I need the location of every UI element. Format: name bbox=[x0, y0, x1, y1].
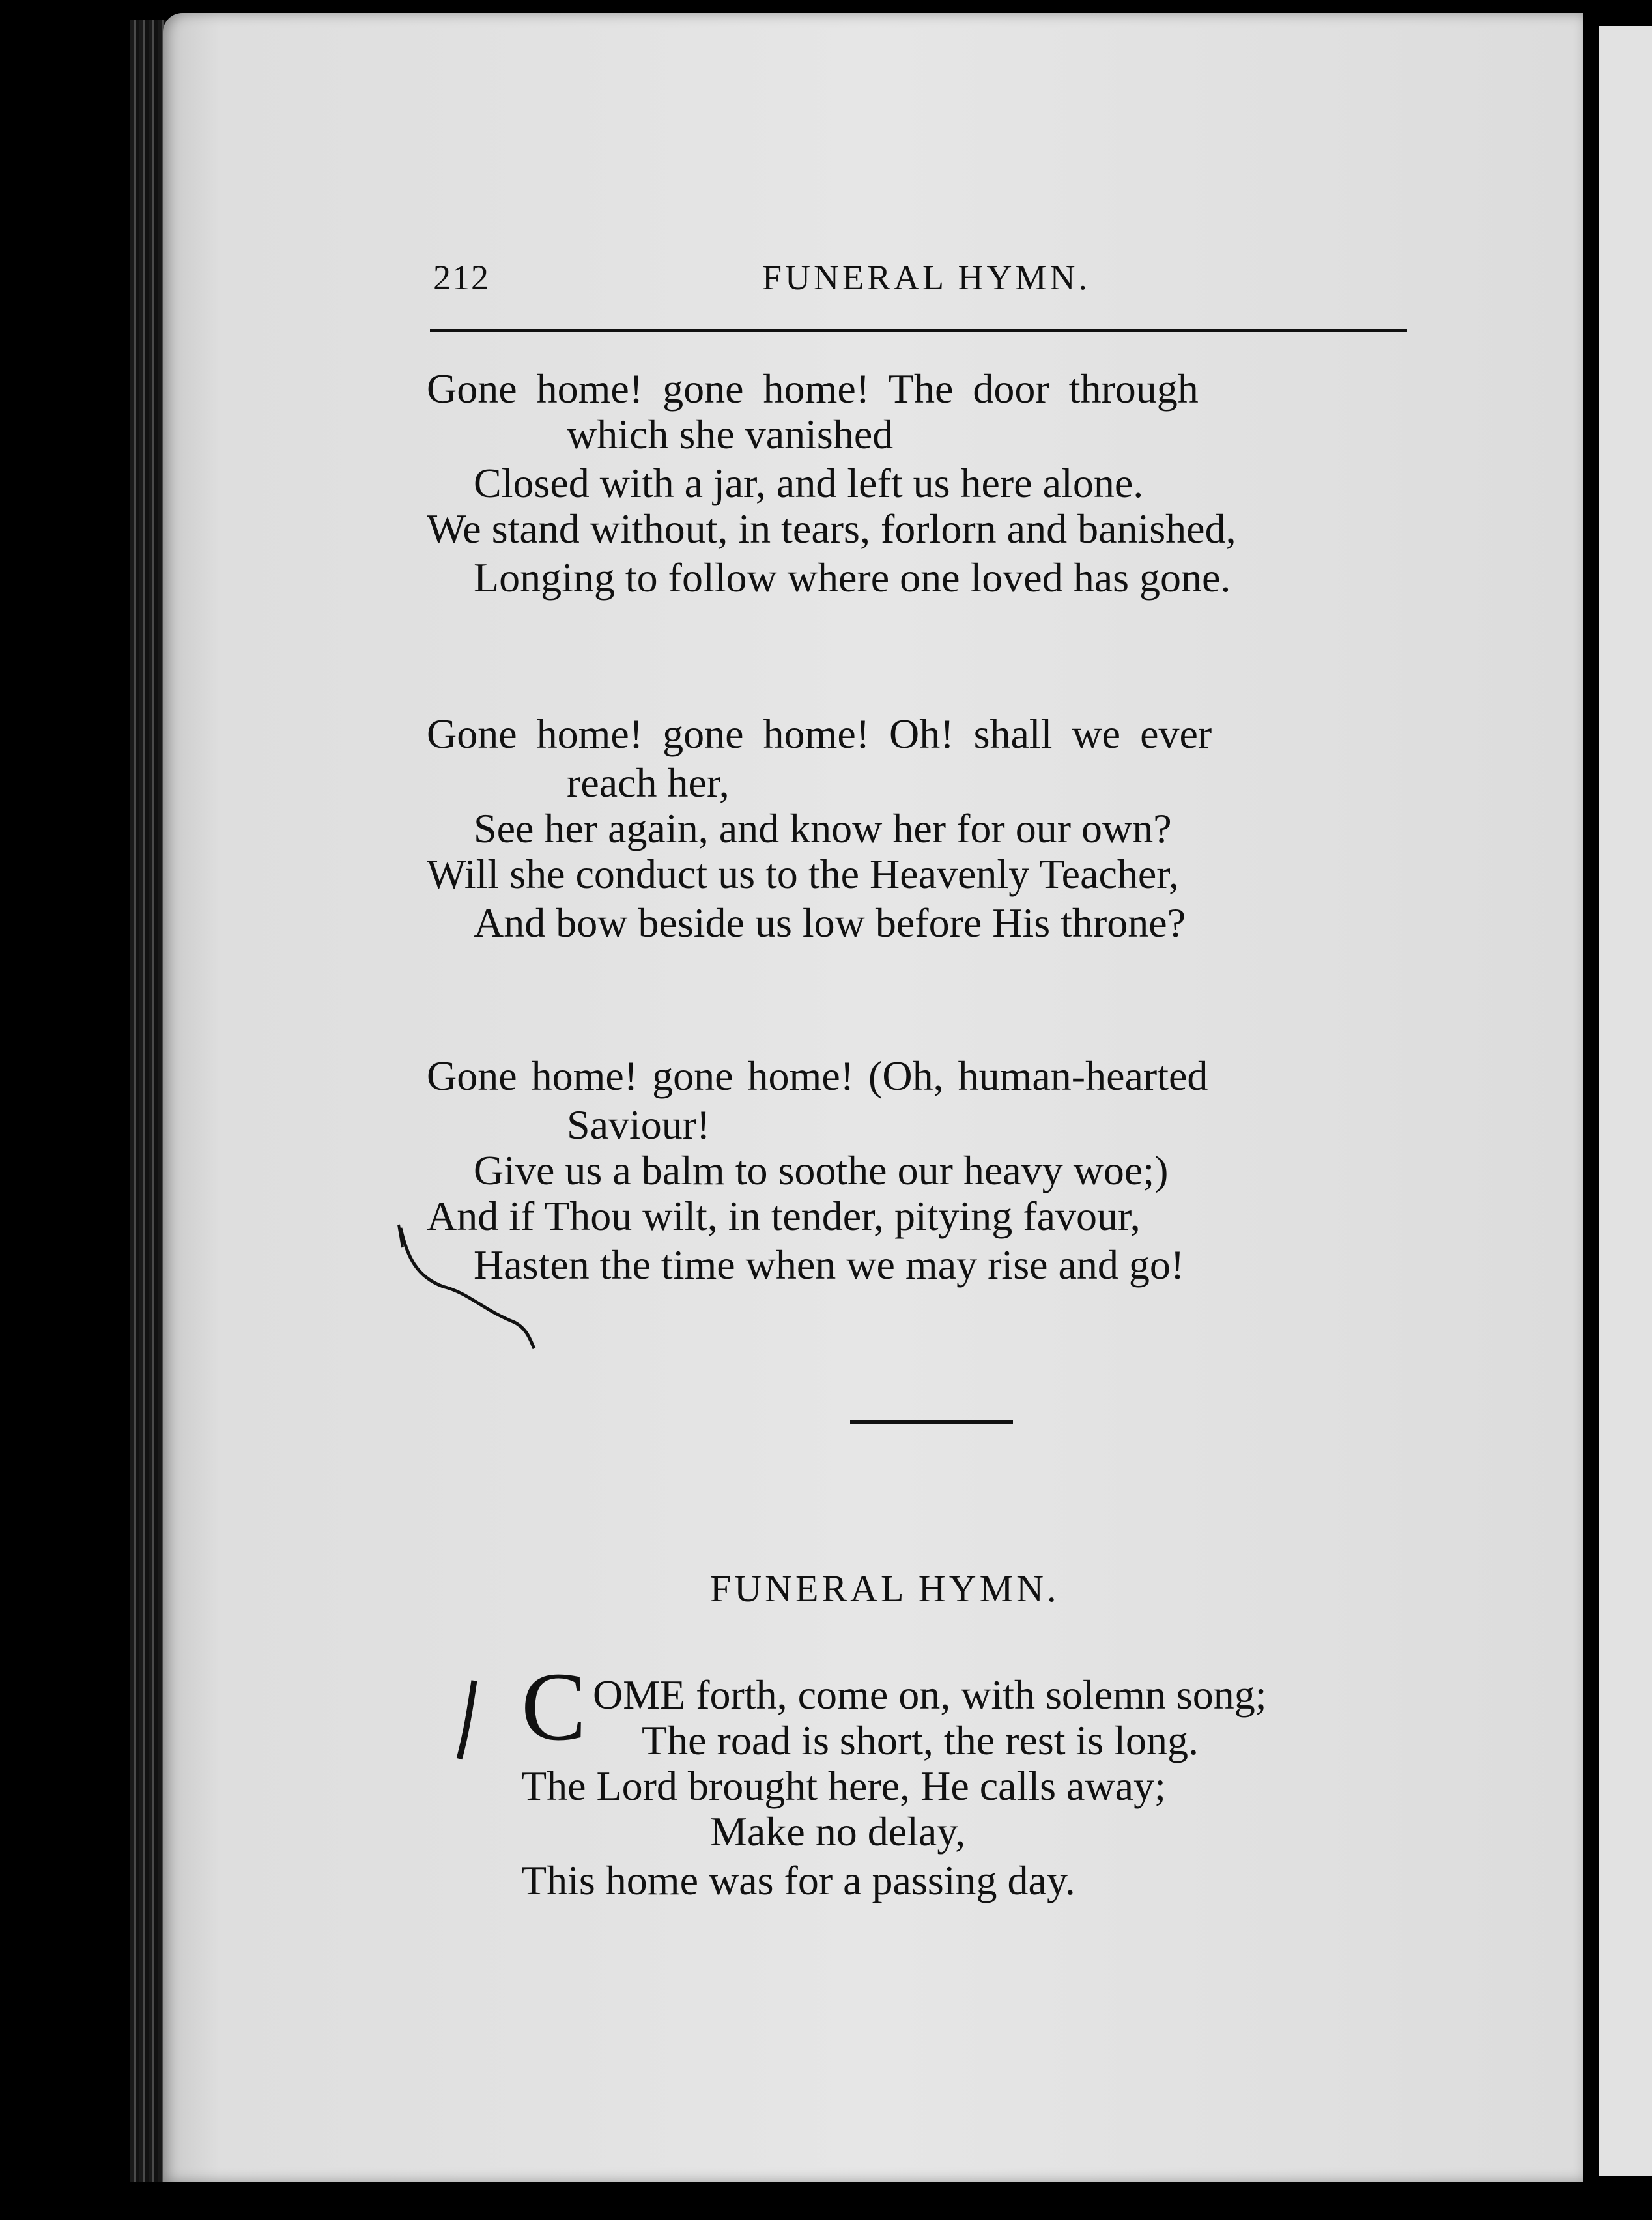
hymn-line: Make no delay, bbox=[710, 1808, 966, 1855]
verse-line: Gone home! gone home! The door through bbox=[427, 365, 1199, 412]
verse-line: Closed with a jar, and left us here alone. bbox=[474, 460, 1144, 506]
verse-line: And if Thou wilt, in tender, pitying favour, bbox=[427, 1193, 1141, 1239]
hymn-title: FUNERAL HYMN. bbox=[710, 1567, 1060, 1610]
hymn-line: OME forth, come on, with solemn song; bbox=[593, 1672, 1267, 1718]
verse-line: And bow beside us low before His throne? bbox=[474, 900, 1186, 946]
running-head: FUNERAL HYMN. bbox=[762, 258, 1091, 297]
section-divider bbox=[850, 1420, 1013, 1424]
hymn-line: The Lord brought here, He calls away; bbox=[521, 1763, 1166, 1809]
verse-line: reach her, bbox=[567, 760, 730, 806]
verse-line: Gone home! gone home! Oh! shall we ever bbox=[427, 711, 1212, 757]
verse-line: Longing to follow where one loved has gone. bbox=[474, 554, 1231, 601]
verse-line: Gone home! gone home! (Oh, human-hearted bbox=[427, 1053, 1208, 1099]
drop-cap: C bbox=[521, 1653, 587, 1761]
verse-line: We stand without, in tears, forlorn and banished, bbox=[427, 505, 1236, 552]
verse-line: See her again, and know her for our own? bbox=[474, 805, 1172, 851]
page-number: 212 bbox=[433, 258, 490, 297]
verse-line: Hasten the time when we may rise and go! bbox=[474, 1242, 1185, 1288]
verse-line: which she vanished bbox=[567, 411, 894, 457]
hymn-line: This home was for a passing day. bbox=[521, 1857, 1075, 1903]
verse-line: Will she conduct us to the Heavenly Teacher, bbox=[427, 851, 1180, 897]
verse-line: Saviour! bbox=[567, 1102, 711, 1148]
hymn-line: The road is short, the rest is long. bbox=[642, 1717, 1199, 1763]
verse-line: Give us a balm to soothe our heavy woe;) bbox=[474, 1147, 1169, 1193]
